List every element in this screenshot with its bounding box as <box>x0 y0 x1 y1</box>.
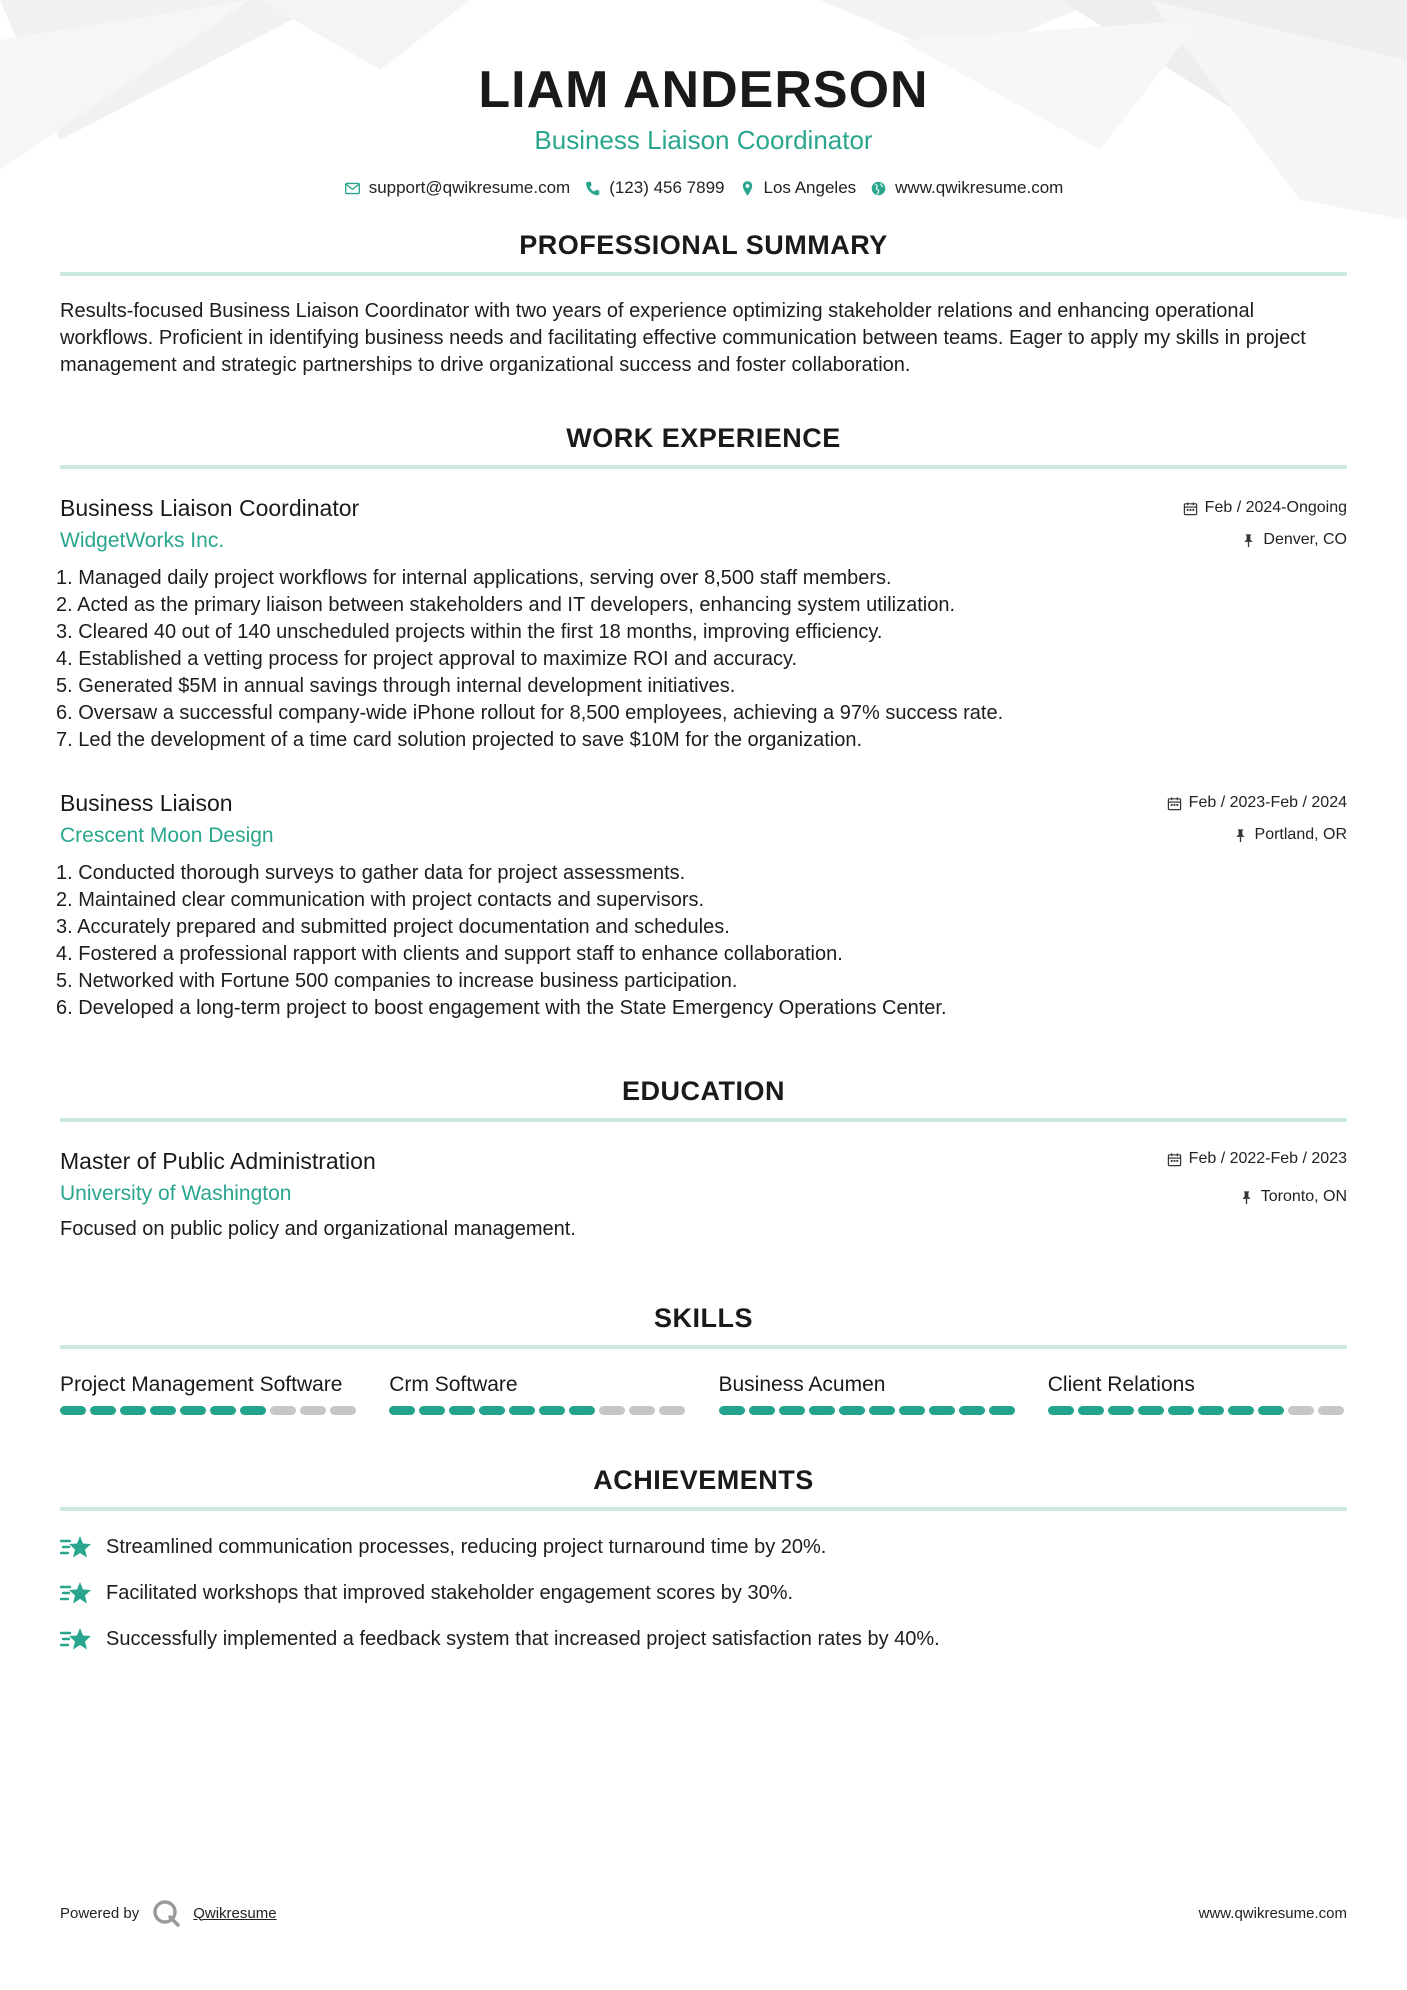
skill-item <box>719 1371 1018 1415</box>
achievements-list <box>60 1533 1347 1653</box>
summary-title: PROFESSIONAL SUMMARY <box>519 230 888 260</box>
list-item <box>60 1533 1347 1561</box>
skill-name: Crm Software <box>389 1373 518 1396</box>
envelope-icon <box>344 180 361 197</box>
shooting-star-icon <box>60 1533 92 1561</box>
skill-item <box>389 1371 688 1415</box>
contact-email[interactable] <box>344 178 571 198</box>
achievements-section <box>60 1463 1347 1653</box>
job-location: Portland, OR <box>1254 826 1347 843</box>
skill-segment-filled <box>479 1406 505 1415</box>
contact-phone[interactable] <box>584 178 724 198</box>
job-entry <box>56 788 1347 1022</box>
contact-location <box>739 178 857 198</box>
skill-segment-filled <box>1138 1406 1164 1415</box>
contact-bar <box>60 178 1347 198</box>
education-location: Toronto, ON <box>1260 1188 1347 1205</box>
skill-segment-filled <box>1198 1406 1224 1415</box>
skill-name: Client Relations <box>1047 1373 1195 1396</box>
skills-section <box>60 1301 1347 1415</box>
calendar-icon <box>1167 1152 1182 1167</box>
job-meta <box>1183 493 1347 551</box>
section-divider <box>60 1345 1347 1349</box>
skill-segment-filled <box>839 1406 865 1415</box>
list-item: 3. Cleared 40 out of 140 unscheduled projects within the first 18 months, improving efficiency. <box>56 621 883 643</box>
pushpin-icon <box>1241 533 1256 548</box>
education-date: Feb / 2022-Feb / 2023 <box>1188 1150 1347 1167</box>
pushpin-icon <box>1233 828 1248 843</box>
candidate-name: LIAM ANDERSON <box>478 61 929 119</box>
education-meta <box>1167 1146 1347 1208</box>
job-date: Feb / 2024-Ongoing <box>1204 499 1347 516</box>
skill-segment-filled <box>719 1406 745 1415</box>
skill-segment-filled <box>210 1406 236 1415</box>
pushpin-icon <box>1239 1190 1254 1205</box>
job-title: Business Liaison Coordinator <box>60 495 360 521</box>
list-item <box>60 1625 1347 1653</box>
skill-level-bar <box>389 1406 688 1415</box>
school-name: University of Washington <box>60 1182 292 1205</box>
skill-segment-filled <box>90 1406 116 1415</box>
skill-segment-filled <box>120 1406 146 1415</box>
qwikresume-logo-icon <box>151 1898 181 1928</box>
skill-segment-filled <box>1078 1406 1104 1415</box>
map-pin-icon <box>739 180 756 197</box>
shooting-star-icon <box>60 1625 92 1653</box>
calendar-icon <box>1167 796 1182 811</box>
skill-name: Business Acumen <box>718 1373 886 1396</box>
list-item: 6. Oversaw a successful company-wide iPhone rollout for 8,500 employees, achieving a 97% success rate. <box>56 702 1004 724</box>
skill-segment-filled <box>809 1406 835 1415</box>
education-section <box>60 1074 1347 1243</box>
skill-segment-filled <box>509 1406 535 1415</box>
email-text: support@qwikresume.com <box>368 178 571 197</box>
skill-item <box>1048 1371 1347 1415</box>
achievement-text: Facilitated workshops that improved stakeholder engagement scores by 30%. <box>106 1581 794 1604</box>
globe-icon <box>870 180 887 197</box>
contact-website[interactable] <box>870 178 1063 198</box>
website-text: www.qwikresume.com <box>895 178 1064 197</box>
list-item: 4. Established a vetting process for project approval to maximize ROI and accuracy. <box>56 648 798 670</box>
experience-section <box>56 421 1347 1022</box>
skill-segment-empty <box>599 1406 625 1415</box>
job-company: WidgetWorks Inc. <box>60 529 225 552</box>
calendar-icon <box>1183 501 1198 516</box>
achievement-text: Streamlined communication processes, reducing project turnaround time by 20%. <box>106 1535 827 1558</box>
job-bullets <box>56 860 1347 1022</box>
skill-segment-filled <box>1108 1406 1134 1415</box>
skill-segment-filled <box>749 1406 775 1415</box>
skill-segment-filled <box>869 1406 895 1415</box>
list-item: 3. Accurately prepared and submitted project documentation and schedules. <box>56 916 730 938</box>
list-item: 1. Managed daily project workflows for internal applications, serving over 8,500 staff members. <box>56 567 892 589</box>
achievement-text: Successfully implemented a feedback system that increased project satisfaction rates by 40%. <box>106 1627 940 1650</box>
list-item: 7. Led the development of a time card solution projected to save $10M for the organization. <box>56 729 863 751</box>
skill-segment-empty <box>1288 1406 1314 1415</box>
job-date: Feb / 2023-Feb / 2024 <box>1188 794 1347 811</box>
skill-segment-filled <box>1228 1406 1254 1415</box>
section-divider <box>60 1118 1347 1122</box>
skill-level-bar <box>719 1406 1018 1415</box>
candidate-role: Business Liaison Coordinator <box>534 125 873 155</box>
job-bullets <box>56 565 1347 754</box>
page-footer <box>60 1898 1347 1928</box>
list-item: 4. Fostered a professional rapport with clients and support staff to enhance collaboration. <box>56 943 843 965</box>
list-item: 1. Conducted thorough surveys to gather data for project assessments. <box>56 862 686 884</box>
skills-title: SKILLS <box>653 1303 753 1333</box>
list-item: 2. Maintained clear communication with project contacts and supervisors. <box>56 889 705 911</box>
skill-name: Project Management Software <box>60 1373 343 1396</box>
job-title: Business Liaison <box>60 790 233 816</box>
skills-list <box>60 1371 1347 1415</box>
skill-segment-filled <box>449 1406 475 1415</box>
skill-segment-empty <box>300 1406 326 1415</box>
skill-segment-filled <box>1048 1406 1074 1415</box>
job-location: Denver, CO <box>1263 531 1347 548</box>
skill-segment-empty <box>659 1406 685 1415</box>
list-item: 6. Developed a long-term project to boost engagement with the State Emergency Operations Center. <box>56 997 947 1019</box>
list-item: 5. Generated $5M in annual savings through internal development initiatives. <box>56 675 736 697</box>
education-description: Focused on public policy and organizational management. <box>60 1218 576 1240</box>
footer-website[interactable]: www.qwikresume.com <box>1198 1904 1347 1922</box>
shooting-star-icon <box>60 1579 92 1607</box>
job-meta <box>1167 788 1347 846</box>
skill-segment-empty <box>629 1406 655 1415</box>
resume-header <box>60 0 1347 198</box>
skill-segment-filled <box>180 1406 206 1415</box>
experience-title: WORK EXPERIENCE <box>566 423 841 453</box>
skill-level-bar <box>1048 1406 1347 1415</box>
skill-segment-filled <box>569 1406 595 1415</box>
skill-segment-filled <box>899 1406 925 1415</box>
section-divider <box>60 272 1347 276</box>
education-entry <box>60 1146 1347 1243</box>
section-divider <box>60 1507 1347 1511</box>
summary-section <box>60 228 1347 379</box>
job-company: Crescent Moon Design <box>60 824 274 847</box>
list-item: 2. Acted as the primary liaison between stakeholders and IT developers, enhancing system utilization. <box>56 594 956 616</box>
skill-segment-filled <box>389 1406 415 1415</box>
job-entry <box>56 493 1347 754</box>
skill-segment-empty <box>1318 1406 1344 1415</box>
brand-link[interactable]: Qwikresume <box>193 1904 277 1922</box>
skill-segment-filled <box>1168 1406 1194 1415</box>
powered-by-label: Powered by <box>60 1904 140 1922</box>
summary-text: Results-focused Business Liaison Coordinator with two years of experience optimizing stakeholder relations and enhancing operational workflows. Proficient in identifying business needs and facilitating effective communication between teams. Eager to apply my skills in project management and strategic partnerships to drive organizational success and foster collaboration. <box>60 300 1306 376</box>
phone-icon <box>584 180 601 197</box>
skill-segment-filled <box>419 1406 445 1415</box>
list-item: 5. Networked with Fortune 500 companies to increase business participation. <box>56 970 738 992</box>
skill-segment-empty <box>330 1406 356 1415</box>
skill-segment-filled <box>929 1406 955 1415</box>
list-item <box>60 1579 1347 1607</box>
location-text: Los Angeles <box>763 178 857 197</box>
skill-segment-filled <box>989 1406 1015 1415</box>
skill-segment-filled <box>150 1406 176 1415</box>
skill-segment-filled <box>60 1406 86 1415</box>
skill-level-bar <box>60 1406 359 1415</box>
skill-segment-filled <box>240 1406 266 1415</box>
section-divider <box>60 465 1347 469</box>
skill-segment-filled <box>1258 1406 1284 1415</box>
phone-text: (123) 456 7899 <box>609 178 725 197</box>
skill-segment-empty <box>270 1406 296 1415</box>
degree-title: Master of Public Administration <box>60 1148 376 1174</box>
achievements-title: ACHIEVEMENTS <box>593 1465 814 1495</box>
skill-segment-filled <box>539 1406 565 1415</box>
skill-segment-filled <box>779 1406 805 1415</box>
education-title: EDUCATION <box>622 1076 785 1106</box>
skill-item <box>60 1371 359 1415</box>
skill-segment-filled <box>959 1406 985 1415</box>
